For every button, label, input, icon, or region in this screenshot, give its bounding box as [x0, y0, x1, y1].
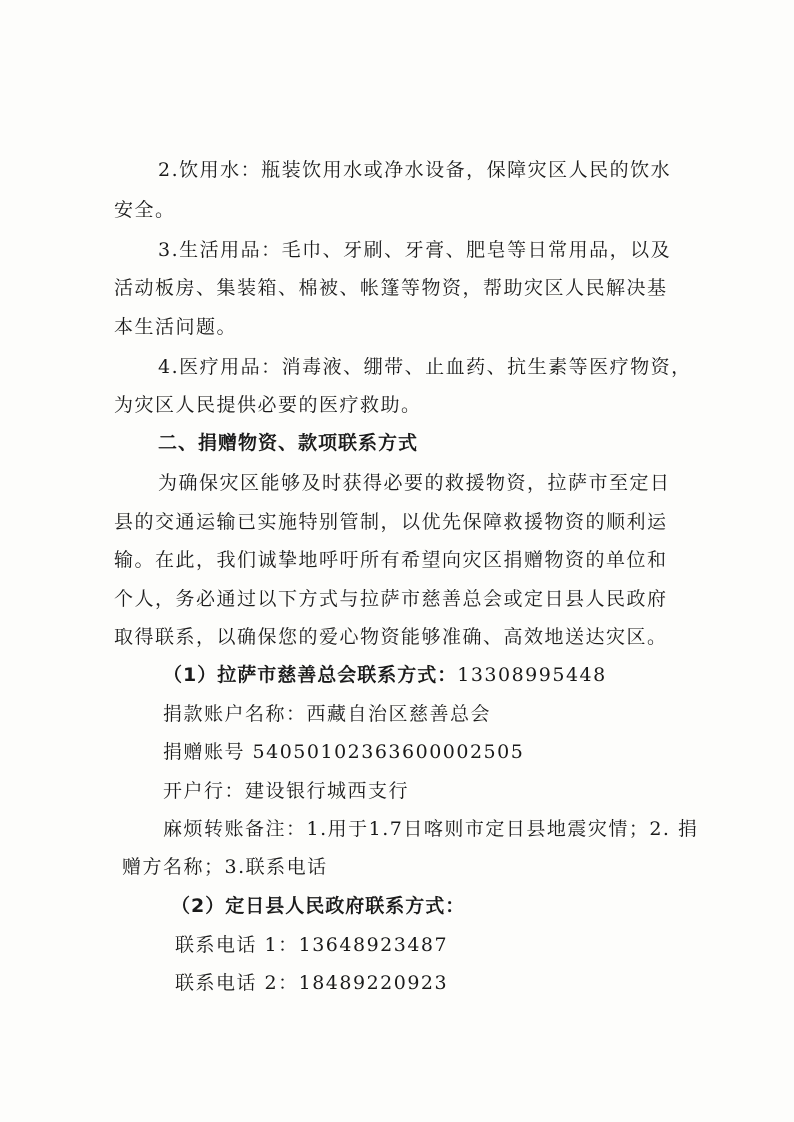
intro-line5: 取得联系，以确保您的爱心物资能够准确、高效地送达灾区。: [114, 626, 668, 648]
dingri-heading: （2）定日县人民政府联系方式：: [171, 895, 466, 917]
lhasa-account-number: 捐赠账号 54050102363600002505: [163, 741, 525, 763]
lhasa-remark-line2: 赠方名称；3.联系电话: [122, 856, 328, 878]
lhasa-account-name: 捐款账户名称：西藏自治区慈善总会: [163, 703, 492, 725]
item4-line1: 4.医疗用品：消毒液、绷带、止血药、抗生素等医疗物资，: [158, 356, 692, 378]
intro-line1: 为确保灾区能够及时获得必要的救援物资，拉萨市至定日: [158, 472, 671, 494]
item3-line2: 活动板房、集装箱、棉被、帐篷等物资，帮助灾区人民解决基: [114, 277, 668, 299]
dingri-phone1: 联系电话 1：13648923487: [175, 934, 449, 956]
lhasa-remark-line1: 麻烦转账备注：1.用于1.7日喀则市定日县地震灾情；2. 捐: [163, 818, 699, 840]
lhasa-contact-row: [163, 663, 607, 687]
intro-line2: 县的交通运输已实施特别管制，以优先保障救援物资的顺利运: [114, 511, 668, 533]
intro-line3: 输。在此，我们诚挚地呼吁所有希望向灾区捐赠物资的单位和: [114, 549, 668, 571]
lhasa-heading: （1）拉萨市慈善总会联系方式：: [163, 664, 458, 686]
section2-heading: 二、捐赠物资、款项联系方式: [158, 432, 419, 454]
lhasa-bank: 开户行：建设银行城西支行: [163, 780, 410, 802]
item4-line2: 为灾区人民提供必要的医疗救助。: [114, 394, 422, 416]
item2-line2: 安全。: [114, 199, 176, 221]
item3-line3: 本生活问题。: [114, 316, 238, 338]
item3-line1: 3.生活用品：毛巾、牙刷、牙膏、肥皂等日常用品，以及: [158, 239, 672, 261]
dingri-phone2: 联系电话 2：18489220923: [175, 972, 449, 994]
intro-line4: 个人，务必通过以下方式与拉萨市慈善总会或定日县人民政府: [114, 588, 668, 610]
lhasa-phone: 13308995448: [457, 664, 607, 686]
item2-line1: 2.饮用水：瓶装饮用水或净水设备，保障灾区人民的饮水: [158, 159, 672, 181]
